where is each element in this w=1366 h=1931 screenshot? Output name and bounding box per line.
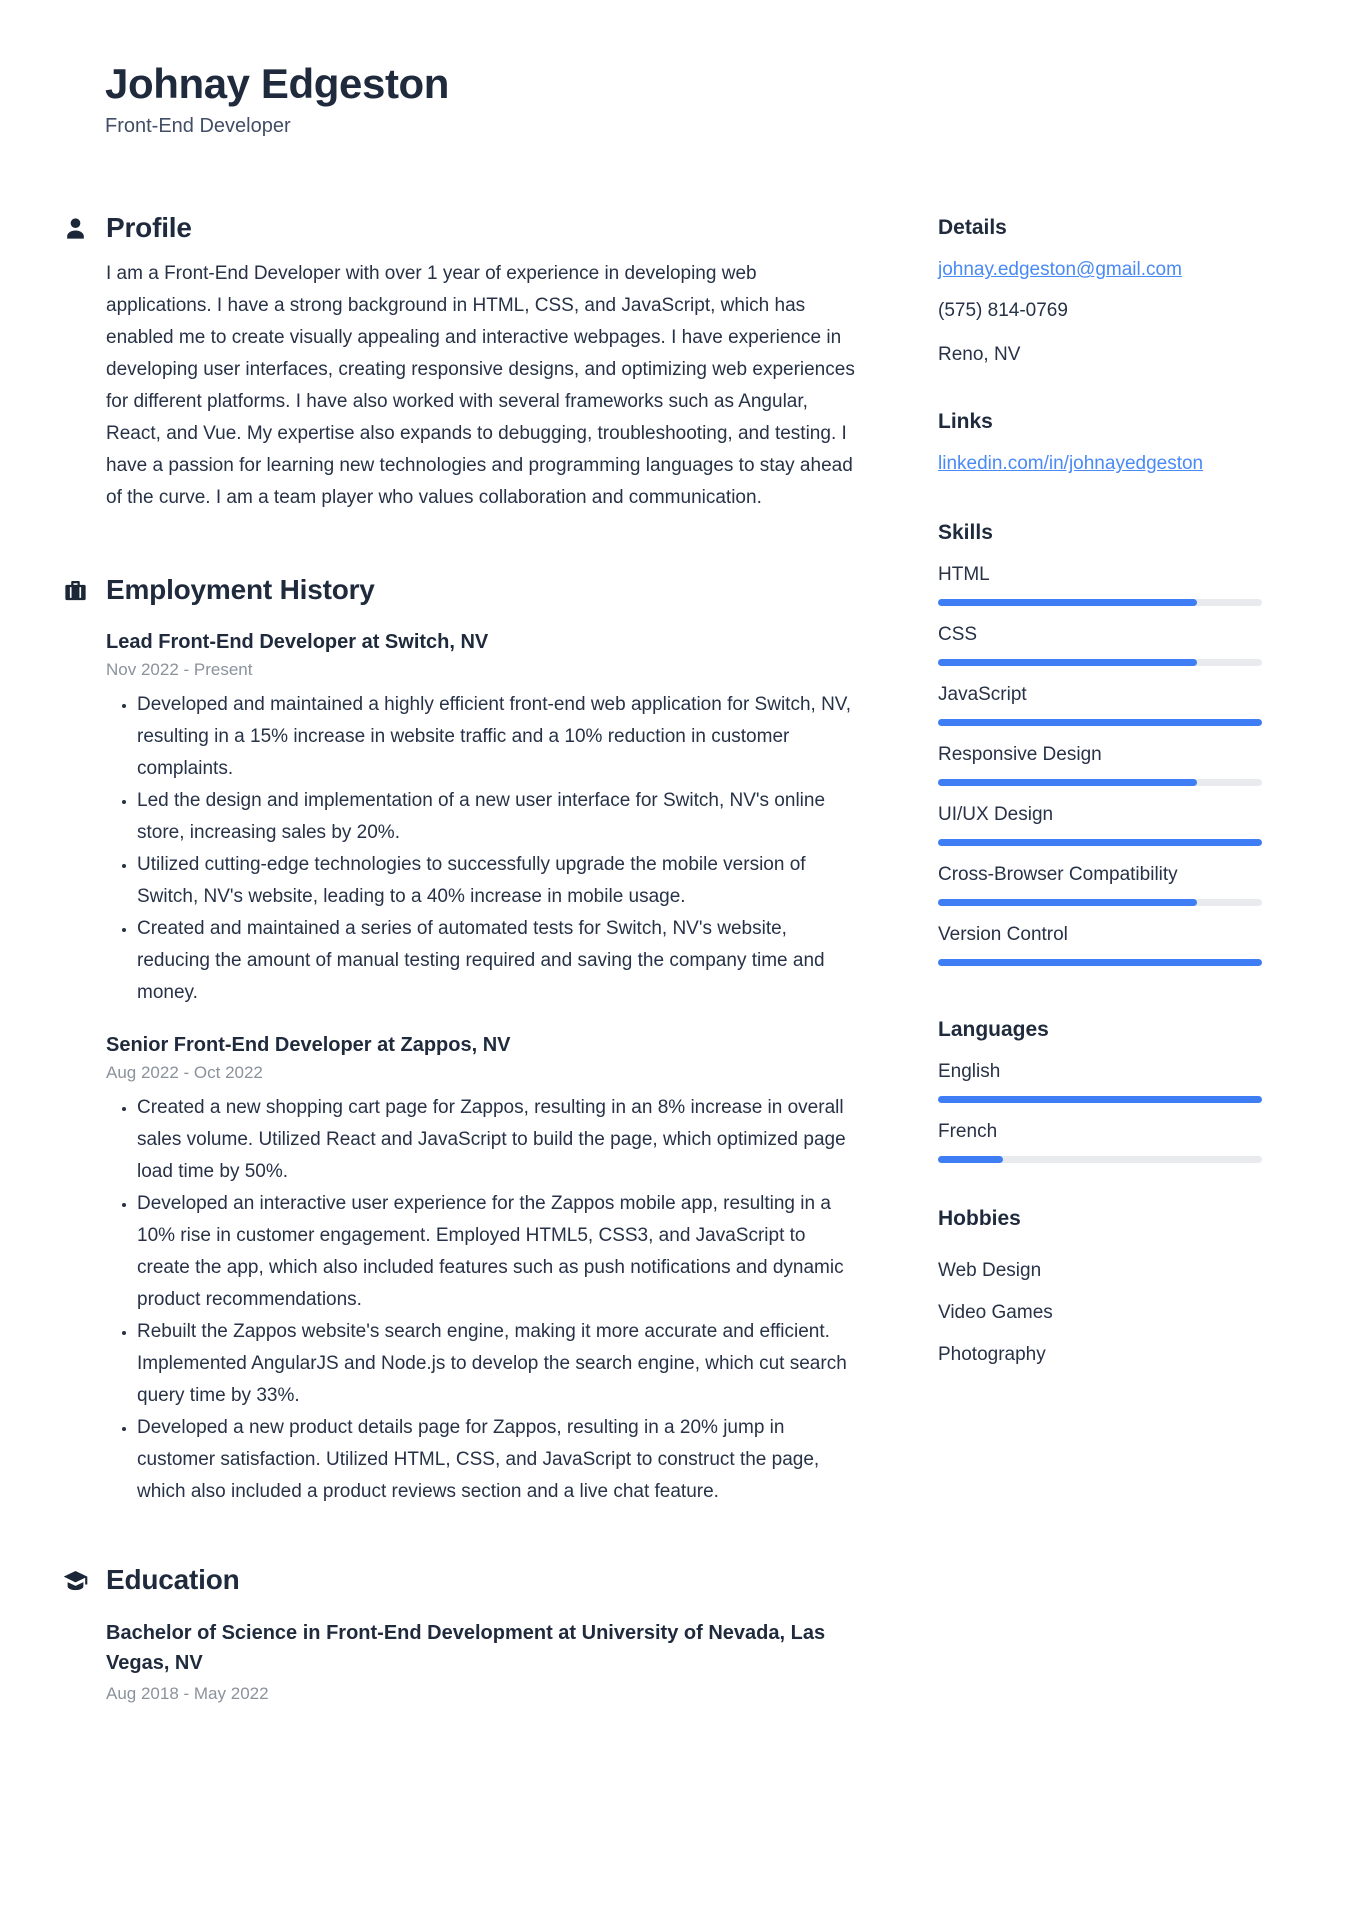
hobby-item: Photography (938, 1344, 1046, 1366)
skills-section (938, 521, 1262, 966)
employment-section-head (62, 574, 862, 606)
skill-bar-track (938, 779, 1262, 786)
skill-name: Cross-Browser Compatibility (938, 864, 1178, 886)
job-entry (106, 1031, 862, 1508)
main-column (62, 212, 862, 1704)
skill-name: CSS (938, 624, 978, 646)
hobby-item: Web Design (938, 1260, 1042, 1282)
job-period: Aug 2022 - Oct 2022 (106, 1063, 263, 1083)
job-title: Senior Front-End Developer at Zappos, NV (106, 1034, 511, 1057)
skill-bar-fill (938, 959, 1262, 966)
languages-list (938, 1061, 1262, 1163)
education-section (62, 1564, 862, 1704)
links-heading: Links (938, 410, 993, 434)
job-bullet: • Led the design and implementation of a new user interface for Switch, NV's online store, increasing sales by 20%. (137, 785, 862, 849)
skill-bar-fill (938, 599, 1197, 606)
job-bullet: • Rebuilt the Zappos website's search engine, making it more accurate and efficient. Implemented AngularJS and Node.js to develop the search engine, which cut search query time by 33%. (137, 1316, 862, 1412)
details-heading: Details (938, 216, 1007, 240)
language-item (938, 1121, 1262, 1163)
education-period: Aug 2018 - May 2022 (106, 1684, 269, 1704)
job-bullet: • Created and maintained a series of automated tests for Switch, NV's website, reducing the amount of manual testing required and saving the company time and money. (137, 913, 862, 1009)
skill-name: HTML (938, 564, 990, 586)
location: Reno, NV (938, 344, 1021, 366)
job-title: Lead Front-End Developer at Switch, NV (106, 631, 489, 654)
skill-bar-track (938, 599, 1262, 606)
skill-bar-fill (938, 899, 1197, 906)
briefcase-icon (62, 577, 89, 604)
skill-name: Version Control (938, 924, 1068, 946)
skill-name: UI/UX Design (938, 804, 1054, 826)
hobbies-heading: Hobbies (938, 1207, 1021, 1231)
languages-heading: Languages (938, 1018, 1049, 1042)
header (105, 60, 1262, 138)
skill-item (938, 924, 1262, 966)
hobbies-section (938, 1207, 1262, 1376)
skill-bar-fill (938, 719, 1262, 726)
details-section (938, 216, 1262, 366)
language-bar-fill (938, 1156, 1003, 1163)
language-name: English (938, 1061, 1001, 1083)
hobby-item: Video Games (938, 1302, 1053, 1324)
employment-body (106, 628, 862, 1508)
skill-bar-track (938, 959, 1262, 966)
job-bullet: • Developed an interactive user experience for the Zappos mobile app, resulting in a 10% rise in customer engagement. Employed HTML5, CSS3, and JavaScript to create the app, which also included features such as push notifications and dynamic product recommendations. (137, 1188, 862, 1316)
candidate-name: Johnay Edgeston (105, 60, 450, 107)
language-name: French (938, 1121, 998, 1143)
language-bar-track (938, 1096, 1262, 1103)
education-heading: Education (106, 1564, 240, 1596)
profile-section (62, 212, 862, 514)
language-bar-fill (938, 1096, 1262, 1103)
skill-bar-track (938, 719, 1262, 726)
job-bullet: • Developed and maintained a highly efficient front-end web application for Switch, NV, resulting in a 15% increase in website traffic and a 10% reduction in customer complaints. (137, 689, 862, 785)
education-body (106, 1618, 862, 1704)
phone-number: (575) 814-0769 (938, 300, 1068, 322)
linkedin-link[interactable]: linkedin.com/in/johnayedgeston (938, 453, 1204, 475)
skill-bar-track (938, 839, 1262, 846)
job-bullets (106, 1092, 862, 1508)
skills-heading: Skills (938, 521, 993, 545)
employment-section (62, 574, 862, 1508)
person-icon (62, 215, 89, 242)
skill-bar-fill (938, 779, 1197, 786)
job-bullets (106, 689, 862, 1009)
content-columns (62, 212, 1262, 1704)
profile-section-head (62, 212, 862, 244)
language-bar-track (938, 1156, 1262, 1163)
job-bullet: • Developed a new product details page for Zappos, resulting in a 20% jump in customer satisfaction. Utilized HTML, CSS, and JavaScript to construct the page, which also included a product reviews section and a live chat feature. (137, 1412, 862, 1508)
job-bullet: • Utilized cutting-edge technologies to successfully upgrade the mobile version of Switch, NV's website, leading to a 40% increase in mobile usage. (137, 849, 862, 913)
links-section (938, 410, 1262, 475)
skill-bar-track (938, 659, 1262, 666)
skill-bar-track (938, 899, 1262, 906)
skill-item (938, 624, 1262, 666)
email-link[interactable]: johnay.edgeston@gmail.com (938, 259, 1182, 281)
profile-text: I am a Front-End Developer with over 1 year of experience in developing web applications. I have a strong background in HTML, CSS, and JavaScript, which has enabled me to create visually appealing and interactive webpages. I have experience in developing user interfaces, creating responsive designs, and optimizing web experiences for different platforms. I have also worked with several frameworks such as Angular, React, and Vue. My expertise also expands to debugging, troubleshooting, and testing. I have a passion for learning new technologies and programming languages to stay ahead of the curve. I am a team player who values collaboration and communication. (106, 263, 855, 509)
languages-section (938, 1018, 1262, 1163)
language-item (938, 1061, 1262, 1103)
skill-item (938, 684, 1262, 726)
links-list (938, 453, 1262, 475)
skill-bar-fill (938, 839, 1262, 846)
candidate-title: Front-End Developer (105, 115, 291, 138)
skill-item (938, 804, 1262, 846)
graduation-cap-icon (62, 1567, 89, 1594)
skill-name: JavaScript (938, 684, 1027, 706)
sidebar (938, 212, 1262, 1704)
skill-item (938, 864, 1262, 906)
profile-body (106, 258, 862, 514)
skill-item (938, 744, 1262, 786)
profile-heading: Profile (106, 212, 192, 244)
skills-list (938, 564, 1262, 966)
hobbies-list (938, 1250, 1262, 1376)
skill-bar-fill (938, 659, 1197, 666)
job-period: Nov 2022 - Present (106, 660, 253, 680)
job-bullet: • Created a new shopping cart page for Zappos, resulting in an 8% increase in overall sales volume. Utilized React and JavaScript to build the page, which optimized page load time by 50%. (137, 1092, 862, 1188)
skill-name: Responsive Design (938, 744, 1102, 766)
skill-item (938, 564, 1262, 606)
employment-heading: Employment History (106, 574, 375, 606)
education-section-head (62, 1564, 862, 1596)
job-entry (106, 628, 862, 1009)
education-degree: Bachelor of Science in Front-End Development at University of Nevada, Las Vegas, NV (106, 1622, 826, 1675)
